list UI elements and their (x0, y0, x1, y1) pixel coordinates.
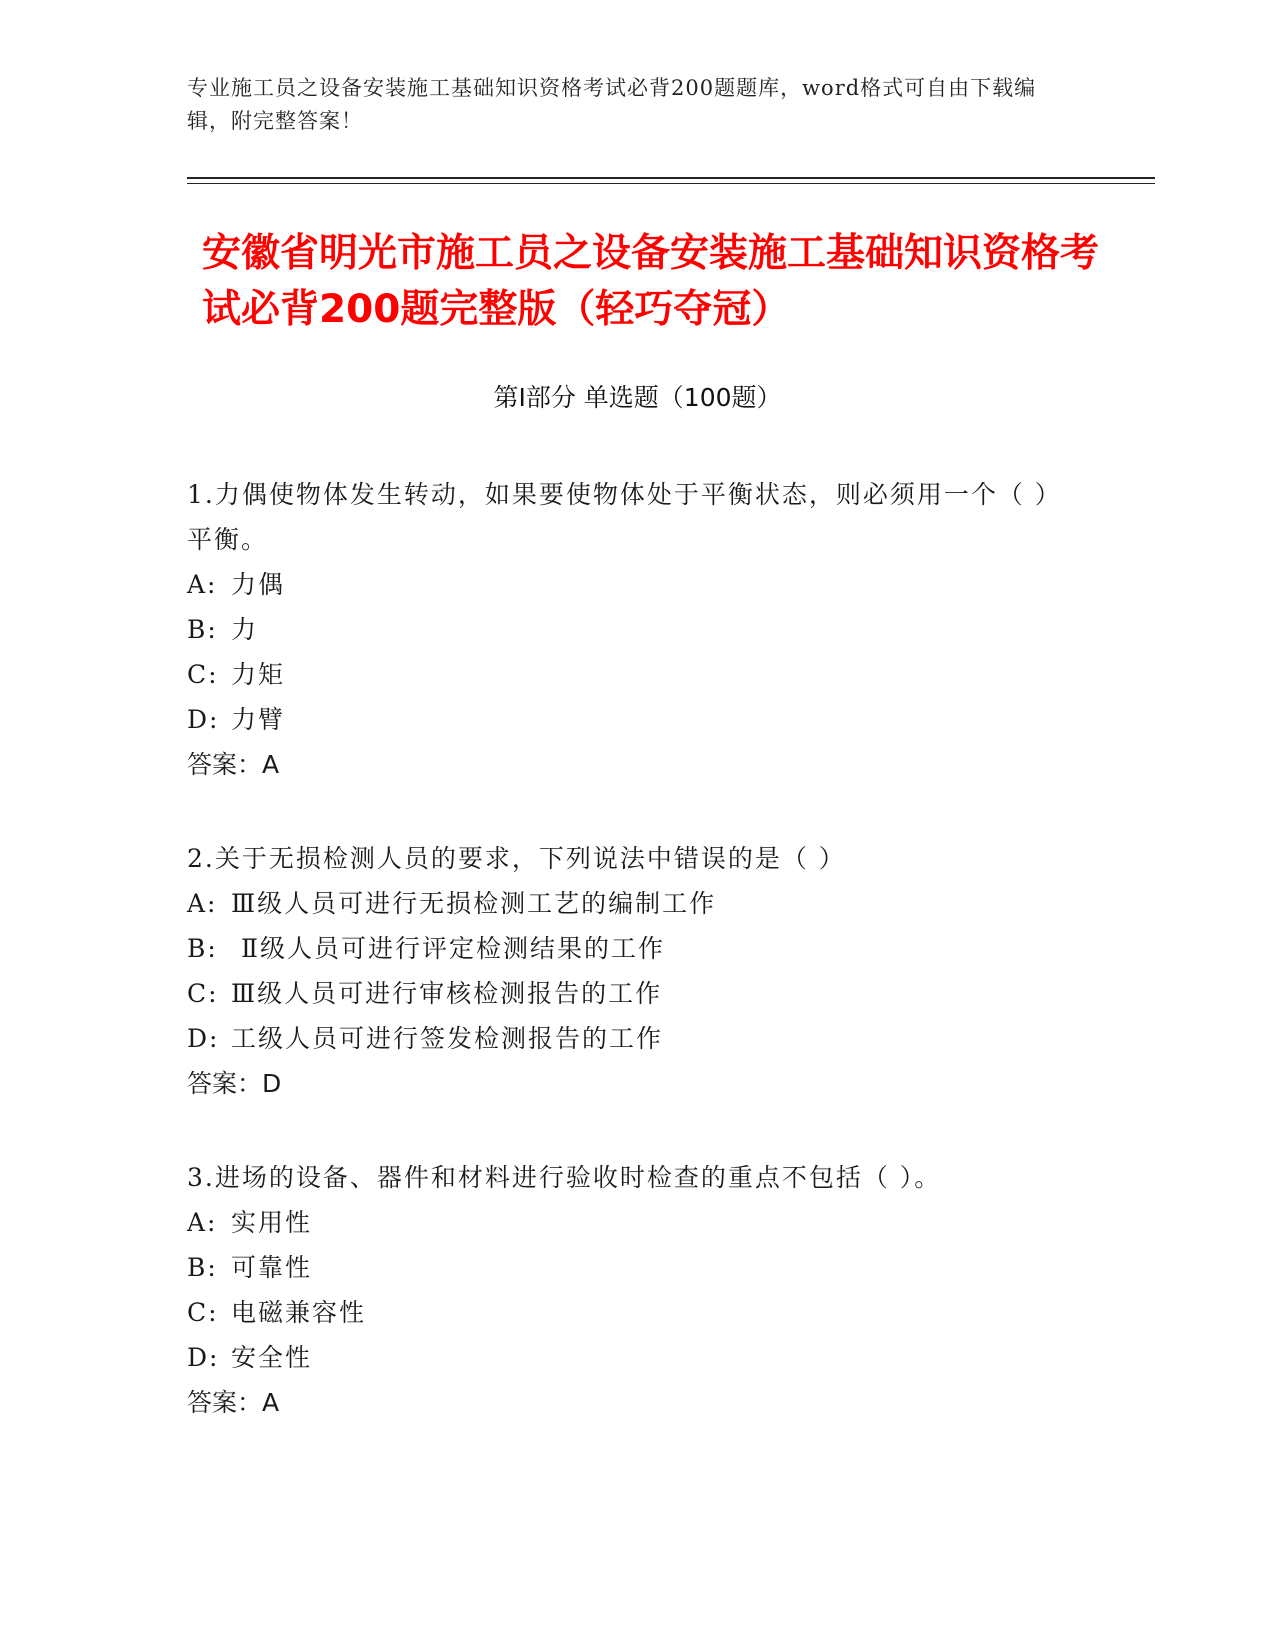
option-text: Ⅱ级人员可进行评定检测结果的工作 (231, 934, 665, 963)
option-c (187, 1290, 1067, 1335)
document-title: 安徽省明光市施工员之设备安装施工基础知识资格考试必背200题完整版（轻巧夺冠） (202, 231, 1100, 332)
option-list (187, 562, 1067, 742)
option-c (187, 971, 1067, 1016)
option-letter: B: (187, 934, 218, 963)
answer-line: 答案：D (187, 1069, 282, 1098)
option-text: 力偶 (231, 570, 286, 599)
option-d (187, 1016, 1067, 1061)
option-b (187, 607, 1067, 652)
option-letter: A: (187, 570, 218, 599)
answer-line: 答案：A (187, 750, 280, 779)
option-text: 力 (231, 615, 259, 644)
option-d (187, 1335, 1067, 1380)
answer-line: 答案：A (187, 1388, 280, 1417)
option-text: 力臂 (231, 705, 286, 734)
question-stem: 1.力偶使物体发生转动，如果要使物体处于平衡状态，则必须用一个（ ）平衡。 (187, 480, 1062, 554)
option-c (187, 652, 1067, 697)
option-letter: A: (187, 1208, 218, 1237)
option-list (187, 881, 1067, 1061)
header-divider-thin (187, 183, 1155, 184)
option-list (187, 1200, 1067, 1380)
option-text: 力矩 (231, 660, 286, 689)
option-b (187, 926, 1067, 971)
question-stem: 3.进场的设备、器件和材料进行验收时检查的重点不包括（ ）。 (187, 1163, 942, 1192)
question-2 (187, 836, 1067, 1106)
option-text: 安全性 (231, 1343, 313, 1372)
header-note: 专业施工员之设备安装施工基础知识资格考试必背200题题库，word格式可自由下载编辑，附完整答案！ (187, 76, 1037, 133)
option-letter: C: (187, 979, 219, 1008)
option-a (187, 1200, 1067, 1245)
section-title: 第I部分 单选题（100题） (493, 383, 782, 412)
option-text: 实用性 (231, 1208, 313, 1237)
header-divider-thick (187, 177, 1155, 179)
option-text: 可靠性 (231, 1253, 313, 1282)
option-text: 电磁兼容性 (231, 1298, 367, 1327)
option-letter: D: (187, 1024, 220, 1053)
option-letter: A: (187, 889, 218, 918)
question-3 (187, 1155, 1067, 1425)
option-text: Ⅲ级人员可进行审核检测报告的工作 (231, 979, 663, 1008)
option-letter: C: (187, 1298, 219, 1327)
option-a (187, 562, 1067, 607)
option-b (187, 1245, 1067, 1290)
option-letter: B: (187, 1253, 218, 1282)
option-text: Ⅲ级人员可进行无损检测工艺的编制工作 (231, 889, 717, 918)
option-letter: C: (187, 660, 219, 689)
question-stem: 2.关于无损检测人员的要求，下列说法中错误的是（ ） (187, 844, 846, 873)
option-d (187, 697, 1067, 742)
question-1 (187, 472, 1067, 787)
option-letter: B: (187, 615, 218, 644)
option-text: 工级人员可进行签发检测报告的工作 (231, 1024, 664, 1053)
option-letter: D: (187, 705, 220, 734)
option-a (187, 881, 1067, 926)
option-letter: D: (187, 1343, 220, 1372)
